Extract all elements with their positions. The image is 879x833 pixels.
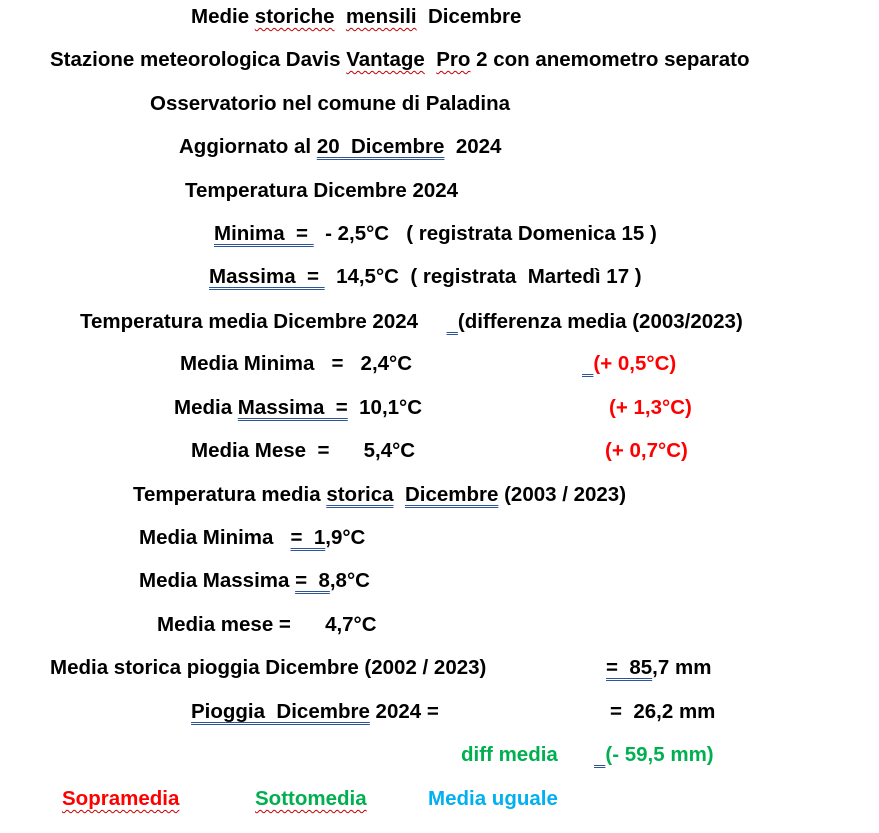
temp-minima-line: Minima = - 2,5°C ( registrata Domenica 15 ): [214, 222, 657, 245]
legend-below: Sottomedia: [255, 787, 367, 810]
mean-massima-value: Media Massima = 10,1°C: [174, 396, 423, 419]
temp-mean-heading: Temperatura media Dicembre 2024 (differenza media (2003/2023): [80, 310, 743, 333]
historic-massima: Media Massima = 8,8°C: [139, 569, 370, 592]
rain-diff-value: (- 59,5 mm): [605, 743, 714, 766]
rain-diff-label: diff media: [461, 743, 558, 766]
rain-historic-label: Media storica pioggia Dicembre (2002 / 2023): [50, 656, 487, 679]
historic-heading: Temperatura media storica Dicembre (2003 / 2023): [133, 483, 627, 506]
mean-mese-value: Media Mese = 5,4°C: [191, 439, 416, 462]
updated-line: Aggiornato al 20 Dicembre 2024: [179, 135, 502, 158]
legend-above: Sopramedia: [62, 787, 180, 810]
mean-minima-value: Media Minima = 2,4°C: [180, 352, 413, 375]
historic-mese: Media mese = 4,7°C: [157, 613, 377, 636]
temp-massima-line: Massima = 14,5°C ( registrata Martedì 17 ): [209, 265, 642, 288]
mean-minima-diff: (+ 0,5°C): [593, 352, 677, 375]
station-line: Stazione meteorologica Davis Vantage Pro 2 con anemometro separato: [50, 48, 750, 71]
observatory-line: Osservatorio nel comune di Paladina: [150, 92, 511, 115]
rain-month-label: Pioggia Dicembre 2024 =: [191, 700, 439, 723]
mean-massima-diff: (+ 1,3°C): [609, 396, 692, 419]
mean-mese-diff: (+ 0,7°C): [605, 439, 688, 462]
historic-minima: Media Minima = 1,9°C: [139, 526, 366, 549]
temp-month-heading: Temperatura Dicembre 2024: [185, 179, 459, 202]
legend-equal: Media uguale: [428, 787, 558, 810]
title: Medie storiche mensili Dicembre: [191, 5, 522, 28]
rain-month-value: = 26,2 mm: [610, 700, 716, 723]
rain-historic-value: = 85,7 mm: [606, 656, 712, 679]
